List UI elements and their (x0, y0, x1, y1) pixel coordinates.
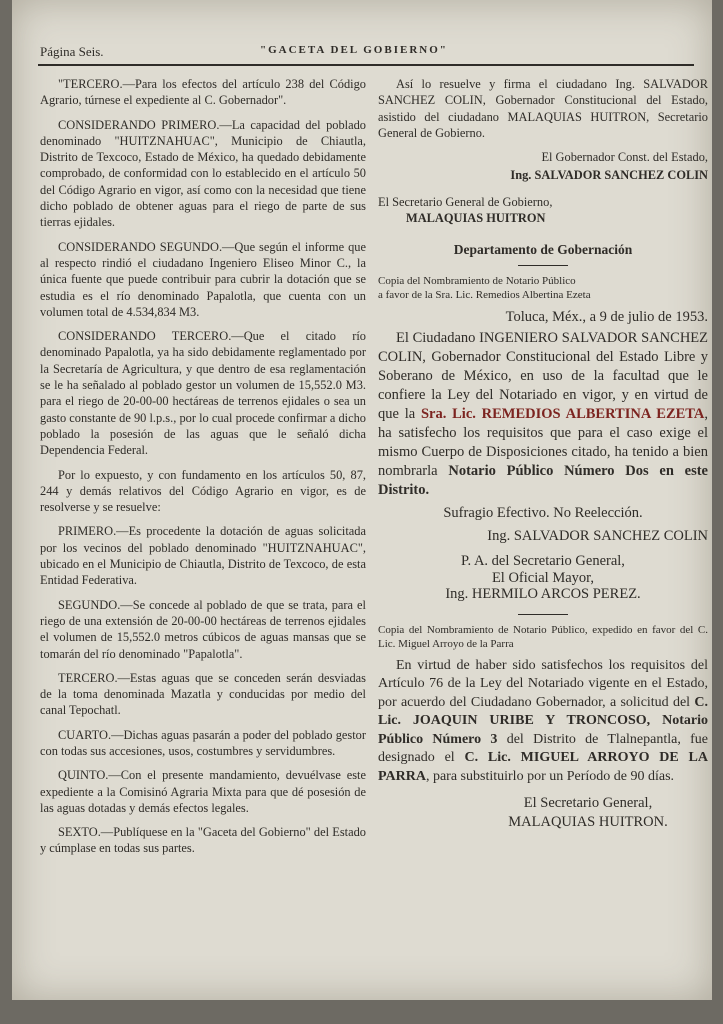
appointment-body-2 (378, 657, 708, 787)
pa-line-1: P. A. del Secretario General, (461, 552, 625, 569)
gazette-page (12, 0, 712, 1000)
appointment-date: Toluca, Méx., a 9 de julio de 1953. (505, 308, 708, 325)
governor-title: El Gobernador Const. del Estado, (541, 150, 708, 165)
copy-heading-2: Copia del Nombramiento de Notario Público, expedido en favor del C. Lic. Miguel Arroyo de la Parra (378, 623, 708, 650)
copy-heading-1b: a favor de la Sra. Lic. Remedios Albertina Ezeta (378, 288, 591, 301)
right-column (378, 76, 708, 832)
motto: Sufragio Efectivo. No Reelección. (443, 504, 643, 521)
notary-name-ezeta: Sra. Lic. REMEDIOS ALBERTINA EZETA (420, 405, 705, 422)
body2-text-a: En virtud de haber sido satisfechos los requisitos del Artículo 76 de la Ley del Notariado vigente en el Estado, por acuerdo del Ciudadano Gobernador, a solicitud del (378, 657, 708, 710)
paragraph-primero: PRIMERO.—Es procedente la dotación de aguas solicitada por los vecinos del poblado denominado "HUITZNAHUAC", ubicado en el Municipio de Chiautla, Distrito de Texcoco, de esta Entidad Federativa. (40, 524, 366, 588)
page-number: Página Seis. (40, 44, 104, 59)
paragraph-tercero: TERCERO.—Estas aguas que se conceden serán desviadas de la toma denominada Mazatla y conducidas por medio del canal Tepochatl. (40, 670, 366, 718)
paragraph-considerando-primero: CONSIDERANDO PRIMERO.—La capacidad del poblado denominado "HUITZNAHUAC", Municipio de Chiautla, Distrito de Texcoco, Estado de México, ha quedado debidamente comprobado, de conformidad con lo establecido en el artículo 50 del Código Agrario en vigor, así como con la necesidad que tiene dicho poblado de obtener aguas para el riego de parte de sus tierras ejidales. (40, 117, 366, 230)
paragraph-considerando-tercero: CONSIDERANDO TERCERO.—Que el citado río denominado Papalotla, ya ha sido debidamente reglamentado por la Secretaría de Agricultura, y que dentro de esa reglamentación se le ha señalado al poblado gestor un volumen de 15,552.0 M3. para el riego de 20-00-00 hectáreas de terrenos ejidales o sea un gasto constante de 90 l.p.s., por lo cual procede confirmar a dicho poblado la posesión de las aguas que le señaló dicha Dependencia Federal. (40, 329, 366, 458)
secretary-name: MALAQUIAS HUITRON (406, 211, 546, 226)
secretary-title: El Secretario General de Gobierno, (378, 194, 553, 209)
paragraph-por-lo-expuesto: Por lo expuesto, y con fundamento en los artículos 50, 87, 244 y demás relativos del Código Agrario en vigor, es de resolverse y se resuelve: (40, 467, 366, 515)
copy-heading-1a: Copia del Nombramiento de Notario Público (378, 274, 576, 287)
header-rule (38, 64, 694, 66)
paragraph-quinto: QUINTO.—Con el presente mandamiento, devuélvase este expediente a la Comisinó Agraria Mixta para que dé posesión de las aguas dotadas y demás efectos legales. (40, 768, 366, 815)
paragraph-considerando-segundo: CONSIDERANDO SEGUNDO.—Que según el informe que al respecto rindió el ciudadano Ingeniero Eliseo Minor C., la única fuente que puede contribuir para cubrir la dotación que se estudia es el río denominado Papalotla, que cuenta con un volumen total de 4.534,834 M3. (40, 239, 366, 319)
paragraph-segundo: SEGUNDO.—Se concede al poblado de que se trata, para el riego de una extensión de 20-00-00 hectáreas de terrenos ejidales el volumen de 15,552.0 metros cúbicos de aguas mansas que se tomarán del río denominado "Papalotla". (40, 597, 366, 661)
governor-name: Ing. SALVADOR SANCHEZ COLIN (510, 168, 708, 183)
pa-line-3: Ing. HERMILO ARCOS PEREZ. (445, 585, 641, 602)
paragraph-sexto: SEXTO.—Publíquese en la "Gaceta del Gobierno" del Estado y cúmplase en todas sus partes. (40, 825, 366, 856)
notary-number-two: Notario Público Número Dos en este Distrito. (378, 462, 708, 498)
paragraph-resolution-signing: Así lo resuelve y firma el ciudadano Ing. SALVADOR SANCHEZ COLIN, Gobernador Constitucional del Estado, asistido del ciudadano MALAQUIAS HUITRON, Secretario General de Gobierno. (378, 77, 708, 140)
body1-text-b: , ha satisfecho los requisitos que para el caso exige el mismo Cuerpo de Disposiciones citado, ha tenido a bien nombrarla (378, 405, 708, 479)
gazette-title: "GACETA DEL GOBIERNO" (260, 44, 448, 56)
body2-text-b: del Distrito de Tlalnepantla, fue designado el (378, 731, 709, 766)
divider-2 (518, 614, 568, 615)
notary-uribe: C. Lic. JOAQUIN URIBE Y TRONCOSO, Notario Público Número 3 (378, 694, 708, 747)
body2-text-c: , para substituirlo por un Período de 90 días. (425, 768, 675, 784)
secretary2-name: MALAQUIAS HUITRON. (508, 814, 668, 831)
paragraph-tercero-preamble: "TERCERO.—Para los efectos del artículo 238 del Código Agrario, túrnese el expediente al C. Gobernador". (40, 77, 366, 108)
page-header (40, 44, 690, 64)
secretary2-title: El Secretario General, (523, 795, 653, 812)
appointment-body-1 (378, 329, 708, 500)
left-column (40, 76, 366, 865)
divider (518, 265, 568, 266)
body1-text-a: El Ciudadano INGENIERO SALVADOR SANCHEZ COLIN, Gobernador Constitucional del Estado Libre y Soberano de México, en uso de la facultad que le confiere la Ley del Notariado en vigor, y en virtud de que la (378, 329, 708, 422)
pa-line-2: El Oficial Mayor, (491, 569, 595, 586)
governor-signature: Ing. SALVADOR SANCHEZ COLIN (487, 527, 708, 544)
notary-arroyo: C. Lic. MIGUEL ARROYO DE LA PARRA (378, 750, 709, 784)
section-heading: Departamento de Gobernación (453, 242, 633, 258)
paragraph-cuarto: CUARTO.—Dichas aguas pasarán a poder del poblado gestor con todas sus accesiones, usos, costumbres y servidumbres. (40, 727, 366, 758)
